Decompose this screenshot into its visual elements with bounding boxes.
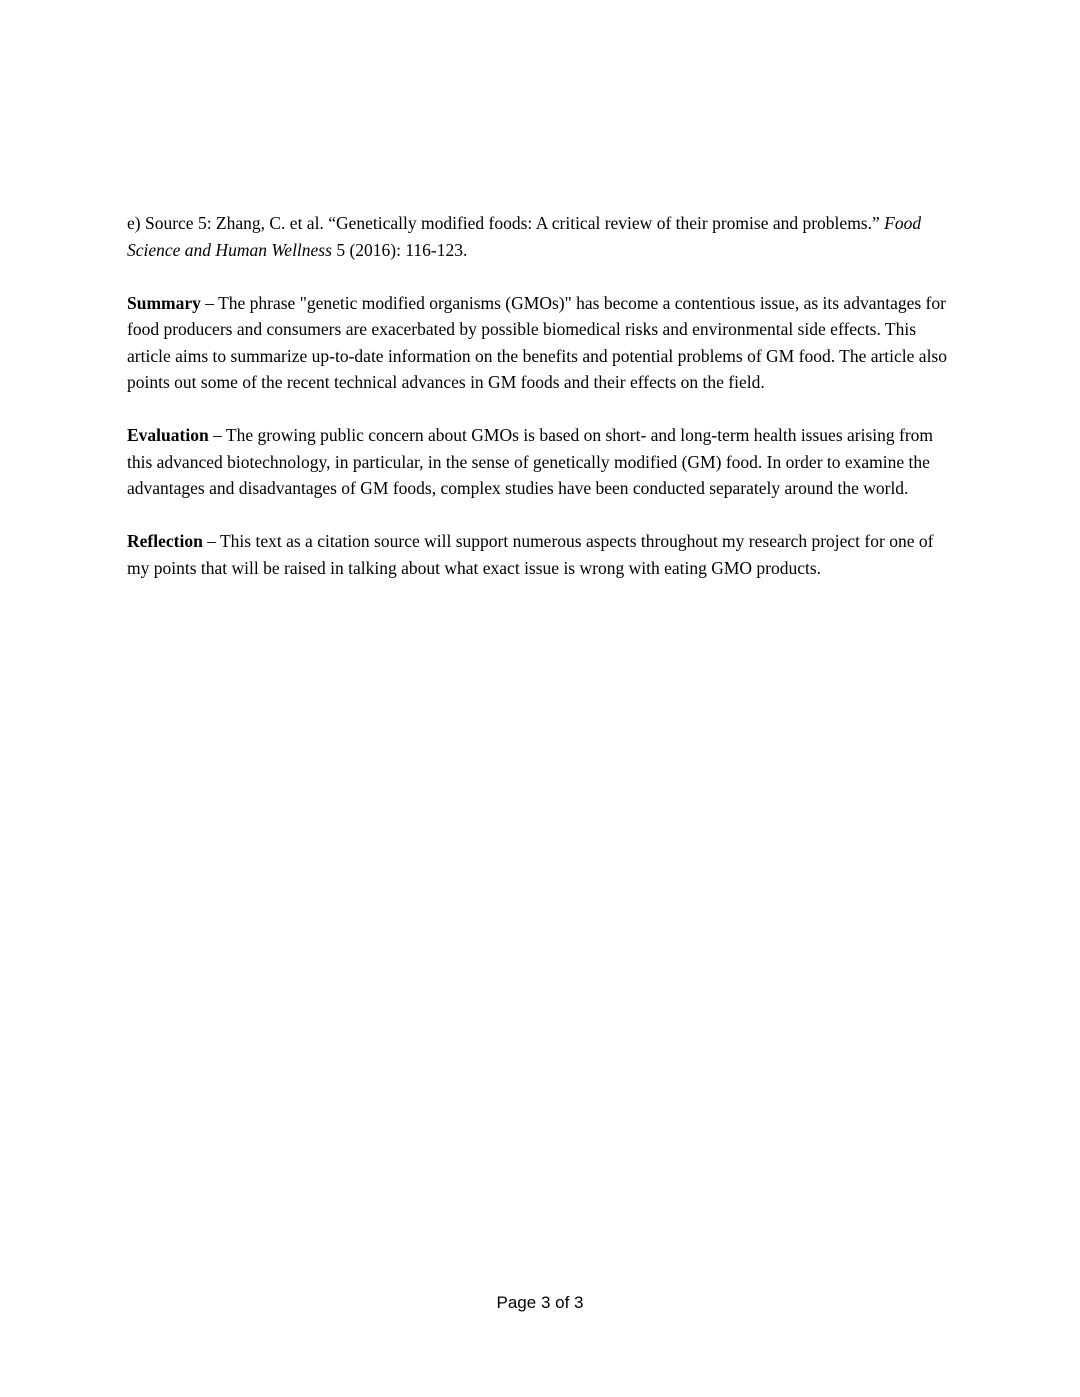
- citation-text-before: e) Source 5: Zhang, C. et al. “Genetically modified foods: A critical review of their promise and problems.”: [127, 213, 885, 233]
- citation-journal-title: Food Science and Human Wellness: [127, 213, 922, 260]
- page-number-footer: Page 3 of 3: [496, 1293, 584, 1312]
- evaluation-label: Evaluation: [127, 425, 209, 445]
- citation-paragraph: [127, 210, 955, 263]
- reflection-label: Reflection: [127, 531, 203, 551]
- citation-text-after: 5 (2016): 116-123.: [331, 239, 468, 260]
- summary-text: – The phrase "genetic modified organisms (GMOs)" has become a contentious issue, as its advantages for food producers and consumers are exacerbated by possible biomedical risks and environmental side effects. This article aims to summarize up-to-date information on the benefits and potential problems of GM food. The article also points out some of the recent technical advances in GM foods and their effects on the field.: [127, 292, 947, 392]
- reflection-text: – This text as a citation source will support numerous aspects throughout my research project for one of my points that will be raised in talking about what exact issue is wrong with eating GMO products.: [127, 531, 934, 578]
- summary-label: Summary: [127, 292, 201, 313]
- summary-paragraph: [127, 290, 955, 396]
- document-body: [127, 210, 955, 581]
- reflection-paragraph: [127, 528, 955, 581]
- evaluation-paragraph: [127, 422, 955, 502]
- evaluation-text: – The growing public concern about GMOs is based on short- and long-term health issues arising from this advanced biotechnology, in particular, in the sense of genetically modified (GM) food. In order to examine the advantages and disadvantages of GM foods, complex studies have been conducted separately around the world.: [127, 425, 934, 498]
